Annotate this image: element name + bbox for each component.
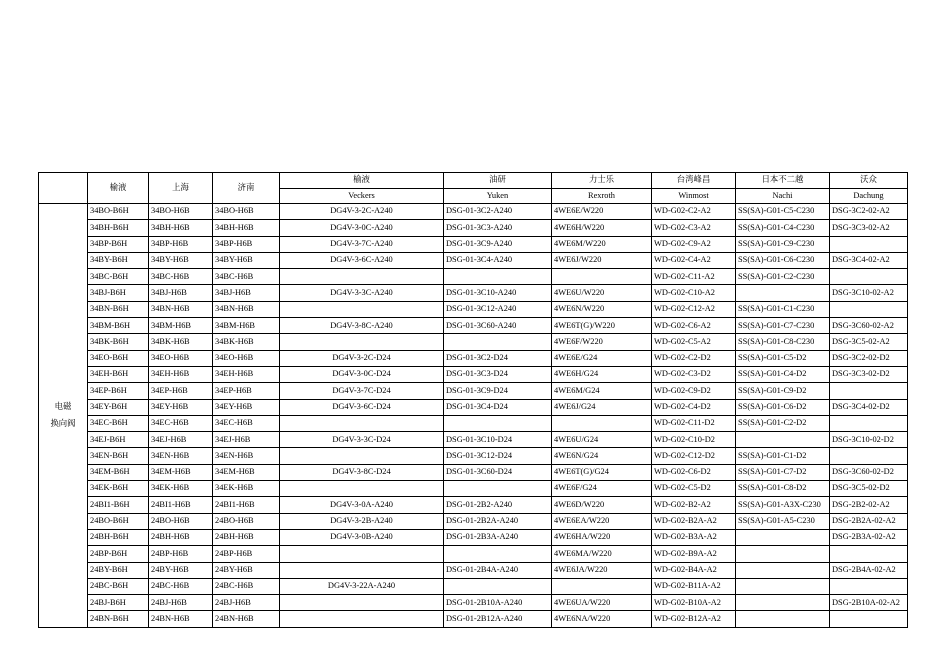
winmost-model-cell: WD-G02-C9-A2: [652, 236, 736, 252]
table-row: [39, 334, 908, 350]
yuken-model-cell: DSG-01-3C9-A240: [444, 236, 552, 252]
winmost-model-cell: WD-G02-C12-D2: [652, 448, 736, 464]
yuye-model-cell: 34BJ-B6H: [88, 285, 149, 301]
rexroth-model-cell: 4WE6U/G24: [552, 432, 652, 448]
yuken-model-cell: DSG-01-3C2-D24: [444, 350, 552, 366]
dachung-model-cell: [830, 578, 908, 594]
nachi-model-cell: SS(SA)-G01-A3X-C230: [736, 497, 830, 513]
dachung-model-cell: DSG-3C10-02-A2: [830, 285, 908, 301]
table-row: [39, 562, 908, 578]
nachi-model-cell: SS(SA)-G01-C7-D2: [736, 464, 830, 480]
table-row: [39, 318, 908, 334]
yuye-model-cell: 34EO-B6H: [88, 350, 149, 366]
nachi-model-cell: SS(SA)-G01-C4-C230: [736, 220, 830, 236]
winmost-model-cell: WD-G02-B9A-A2: [652, 546, 736, 562]
table-row: [39, 464, 908, 480]
dachung-model-cell: DSG-2B4A-02-A2: [830, 562, 908, 578]
shanghai-model-cell: 34BM-H6B: [149, 318, 213, 334]
veckers-model-cell: DG4V-3-6C-D24: [280, 399, 444, 415]
jinan-model-cell: 34BH-H6B: [213, 220, 280, 236]
shanghai-model-cell: 34BC-H6B: [149, 269, 213, 285]
yuken-model-cell: DSG-01-2B10A-A240: [444, 595, 552, 611]
table-row: [39, 269, 908, 285]
winmost-model-cell: WD-G02-B12A-A2: [652, 611, 736, 627]
yuye-model-cell: 24BY-B6H: [88, 562, 149, 578]
yuken-model-cell: DSG-01-2B2-A240: [444, 497, 552, 513]
winmost-model-cell: WD-G02-C6-A2: [652, 318, 736, 334]
yuken-model-cell: DSG-01-3C12-D24: [444, 448, 552, 464]
nachi-model-cell: [736, 285, 830, 301]
table-row: [39, 399, 908, 415]
winmost-model-cell: WD-G02-C9-D2: [652, 383, 736, 399]
yuken-model-cell: DSG-01-3C3-A240: [444, 220, 552, 236]
nachi-model-cell: SS(SA)-G01-C8-D2: [736, 481, 830, 497]
header-group-veckers-cn: 榆液: [280, 173, 444, 189]
yuye-model-cell: 34BC-B6H: [88, 269, 149, 285]
dachung-model-cell: DSG-3C3-02-D2: [830, 366, 908, 382]
rexroth-model-cell: 4WE6HA/W220: [552, 529, 652, 545]
yuken-model-cell: DSG-01-3C4-D24: [444, 399, 552, 415]
jinan-model-cell: 34BP-H6B: [213, 236, 280, 252]
header-group-nachi-en: Nachi: [736, 188, 830, 204]
rexroth-model-cell: 4WE6D/W220: [552, 497, 652, 513]
jinan-model-cell: 24BI1-H6B: [213, 497, 280, 513]
veckers-model-cell: [280, 448, 444, 464]
table-row: [39, 432, 908, 448]
veckers-model-cell: DG4V-3-7C-A240: [280, 236, 444, 252]
header-row-top: [39, 173, 908, 189]
nachi-model-cell: SS(SA)-G01-C5-C230: [736, 204, 830, 220]
yuye-model-cell: 34EJ-B6H: [88, 432, 149, 448]
dachung-model-cell: DSG-2B3A-02-A2: [830, 529, 908, 545]
rexroth-model-cell: [552, 578, 652, 594]
winmost-model-cell: WD-G02-C11-A2: [652, 269, 736, 285]
yuken-model-cell: DSG-01-3C60-D24: [444, 464, 552, 480]
jinan-model-cell: 34BJ-H6B: [213, 285, 280, 301]
yuken-model-cell: DSG-01-2B3A-A240: [444, 529, 552, 545]
dachung-model-cell: DSG-3C5-02-A2: [830, 334, 908, 350]
dachung-model-cell: DSG-2B2-02-A2: [830, 497, 908, 513]
dachung-model-cell: DSG-3C4-02-A2: [830, 252, 908, 268]
winmost-model-cell: WD-G02-C11-D2: [652, 415, 736, 431]
veckers-model-cell: [280, 481, 444, 497]
nachi-model-cell: SS(SA)-G01-C9-D2: [736, 383, 830, 399]
jinan-model-cell: 24BC-H6B: [213, 578, 280, 594]
yuken-model-cell: DSG-01-2B4A-A240: [444, 562, 552, 578]
yuye-model-cell: 24BJ-B6H: [88, 595, 149, 611]
dachung-model-cell: DSG-3C4-02-D2: [830, 399, 908, 415]
jinan-model-cell: 24BO-H6B: [213, 513, 280, 529]
dachung-model-cell: [830, 415, 908, 431]
winmost-model-cell: WD-G02-C6-D2: [652, 464, 736, 480]
winmost-model-cell: WD-G02-B2-A2: [652, 497, 736, 513]
jinan-model-cell: 34EJ-H6B: [213, 432, 280, 448]
header-col-yuye: 榆液: [88, 173, 149, 204]
table-row: [39, 301, 908, 317]
header-col-jinan: 济南: [213, 173, 280, 204]
table-row: [39, 236, 908, 252]
table-row: [39, 481, 908, 497]
table-row: [39, 595, 908, 611]
winmost-model-cell: WD-G02-C2-D2: [652, 350, 736, 366]
header-group-veckers-en: Veckers: [280, 188, 444, 204]
nachi-model-cell: SS(SA)-G01-C8-C230: [736, 334, 830, 350]
dachung-model-cell: DSG-2B2A-02-A2: [830, 513, 908, 529]
table-row: [39, 529, 908, 545]
jinan-model-cell: 34BK-H6B: [213, 334, 280, 350]
rexroth-model-cell: 4WE6E/W220: [552, 204, 652, 220]
rexroth-model-cell: 4WE6F/W220: [552, 334, 652, 350]
dachung-model-cell: DSG-3C3-02-A2: [830, 220, 908, 236]
table-row: [39, 497, 908, 513]
header-group-yuken-cn: 油研: [444, 173, 552, 189]
nachi-model-cell: SS(SA)-G01-C2-D2: [736, 415, 830, 431]
nachi-model-cell: SS(SA)-G01-C9-C230: [736, 236, 830, 252]
header-group-winmost-en: Winmost: [652, 188, 736, 204]
veckers-model-cell: DG4V-3-22A-A240: [280, 578, 444, 594]
nachi-model-cell: SS(SA)-G01-C2-C230: [736, 269, 830, 285]
nachi-model-cell: SS(SA)-G01-C1-C230: [736, 301, 830, 317]
winmost-model-cell: WD-G02-B4A-A2: [652, 562, 736, 578]
header-group-dachung-en: Dachung: [830, 188, 908, 204]
shanghai-model-cell: 24BN-H6B: [149, 611, 213, 627]
yuken-model-cell: DSG-01-3C10-D24: [444, 432, 552, 448]
jinan-model-cell: 34EN-H6B: [213, 448, 280, 464]
dachung-model-cell: [830, 383, 908, 399]
rexroth-model-cell: 4WE6J/W220: [552, 252, 652, 268]
nachi-model-cell: [736, 432, 830, 448]
jinan-model-cell: 34BM-H6B: [213, 318, 280, 334]
category-label: [39, 204, 88, 628]
veckers-model-cell: [280, 301, 444, 317]
dachung-model-cell: [830, 611, 908, 627]
winmost-model-cell: WD-G02-C10-D2: [652, 432, 736, 448]
rexroth-model-cell: [552, 415, 652, 431]
yuken-model-cell: DSG-01-3C12-A240: [444, 301, 552, 317]
nachi-model-cell: SS(SA)-G01-C5-D2: [736, 350, 830, 366]
dachung-model-cell: DSG-3C60-02-A2: [830, 318, 908, 334]
veckers-model-cell: DG4V-3-0C-D24: [280, 366, 444, 382]
rexroth-model-cell: 4WE6T(G)/W220: [552, 318, 652, 334]
yuye-model-cell: 24BI1-B6H: [88, 497, 149, 513]
nachi-model-cell: [736, 578, 830, 594]
table-row: [39, 220, 908, 236]
jinan-model-cell: 24BP-H6B: [213, 546, 280, 562]
dachung-model-cell: [830, 448, 908, 464]
yuken-model-cell: [444, 546, 552, 562]
winmost-model-cell: WD-G02-C3-A2: [652, 220, 736, 236]
nachi-model-cell: SS(SA)-G01-C1-D2: [736, 448, 830, 464]
jinan-model-cell: 24BJ-H6B: [213, 595, 280, 611]
table-row: [39, 252, 908, 268]
shanghai-model-cell: 24BC-H6B: [149, 578, 213, 594]
winmost-model-cell: WD-G02-C4-A2: [652, 252, 736, 268]
header-group-nachi-cn: 日本不二越: [736, 173, 830, 189]
dachung-model-cell: [830, 236, 908, 252]
veckers-model-cell: [280, 611, 444, 627]
header-group-dachung-cn: 沃众: [830, 173, 908, 189]
shanghai-model-cell: 24BH-H6B: [149, 529, 213, 545]
jinan-model-cell: 24BN-H6B: [213, 611, 280, 627]
table-row: [39, 513, 908, 529]
rexroth-model-cell: 4WE6M/W220: [552, 236, 652, 252]
veckers-model-cell: [280, 546, 444, 562]
shanghai-model-cell: 34EH-H6B: [149, 366, 213, 382]
rexroth-model-cell: 4WE6N/W220: [552, 301, 652, 317]
yuye-model-cell: 24BN-B6H: [88, 611, 149, 627]
shanghai-model-cell: 24BI1-H6B: [149, 497, 213, 513]
rexroth-model-cell: 4WE6U/W220: [552, 285, 652, 301]
jinan-model-cell: 34BC-H6B: [213, 269, 280, 285]
yuye-model-cell: 34EK-B6H: [88, 481, 149, 497]
yuye-model-cell: 34EM-B6H: [88, 464, 149, 480]
winmost-model-cell: WD-G02-C10-A2: [652, 285, 736, 301]
yuye-model-cell: 34EC-B6H: [88, 415, 149, 431]
yuken-model-cell: DSG-01-3C10-A240: [444, 285, 552, 301]
rexroth-model-cell: 4WE6E/G24: [552, 350, 652, 366]
table-row: [39, 415, 908, 431]
veckers-model-cell: DG4V-3-0C-A240: [280, 220, 444, 236]
jinan-model-cell: 34EO-H6B: [213, 350, 280, 366]
rexroth-model-cell: 4WE6N/G24: [552, 448, 652, 464]
rexroth-model-cell: 4WE6J/G24: [552, 399, 652, 415]
nachi-model-cell: SS(SA)-G01-C7-C230: [736, 318, 830, 334]
veckers-model-cell: [280, 595, 444, 611]
category-label-line1: 电磁: [54, 402, 72, 412]
yuye-model-cell: 24BO-B6H: [88, 513, 149, 529]
nachi-model-cell: [736, 611, 830, 627]
jinan-model-cell: 34EK-H6B: [213, 481, 280, 497]
veckers-model-cell: DG4V-3-8C-A240: [280, 318, 444, 334]
winmost-model-cell: WD-G02-B3A-A2: [652, 529, 736, 545]
shanghai-model-cell: 34EJ-H6B: [149, 432, 213, 448]
nachi-model-cell: SS(SA)-G01-C4-D2: [736, 366, 830, 382]
veckers-model-cell: DG4V-3-3C-A240: [280, 285, 444, 301]
dachung-model-cell: [830, 269, 908, 285]
shanghai-model-cell: 34EY-H6B: [149, 399, 213, 415]
rexroth-model-cell: 4WE6M/G24: [552, 383, 652, 399]
shanghai-model-cell: 34EC-H6B: [149, 415, 213, 431]
shanghai-model-cell: 34EM-H6B: [149, 464, 213, 480]
winmost-model-cell: WD-G02-C12-A2: [652, 301, 736, 317]
shanghai-model-cell: 34EN-H6B: [149, 448, 213, 464]
yuken-model-cell: DSG-01-3C60-A240: [444, 318, 552, 334]
jinan-model-cell: 24BH-H6B: [213, 529, 280, 545]
rexroth-model-cell: [552, 269, 652, 285]
nachi-model-cell: SS(SA)-G01-C6-D2: [736, 399, 830, 415]
table-row: [39, 204, 908, 220]
shanghai-model-cell: 34BP-H6B: [149, 236, 213, 252]
veckers-model-cell: DG4V-3-0B-A240: [280, 529, 444, 545]
dachung-model-cell: [830, 546, 908, 562]
veckers-model-cell: DG4V-3-8C-D24: [280, 464, 444, 480]
shanghai-model-cell: 34EO-H6B: [149, 350, 213, 366]
veckers-model-cell: [280, 269, 444, 285]
veckers-model-cell: DG4V-3-0A-A240: [280, 497, 444, 513]
nachi-model-cell: [736, 546, 830, 562]
table-row: [39, 546, 908, 562]
yuye-model-cell: 24BP-B6H: [88, 546, 149, 562]
shanghai-model-cell: 24BO-H6B: [149, 513, 213, 529]
rexroth-model-cell: 4WE6T(G)/G24: [552, 464, 652, 480]
winmost-model-cell: WD-G02-C5-A2: [652, 334, 736, 350]
jinan-model-cell: 34EH-H6B: [213, 366, 280, 382]
yuye-model-cell: 34EH-B6H: [88, 366, 149, 382]
veckers-model-cell: [280, 334, 444, 350]
jinan-model-cell: 34EM-H6B: [213, 464, 280, 480]
rexroth-model-cell: 4WE6H/W220: [552, 220, 652, 236]
header-group-yuken-en: Yuken: [444, 188, 552, 204]
yuken-model-cell: [444, 269, 552, 285]
valve-crossref-table: [38, 172, 908, 628]
jinan-model-cell: 34BN-H6B: [213, 301, 280, 317]
jinan-model-cell: 34BO-H6B: [213, 204, 280, 220]
yuye-model-cell: 34BK-B6H: [88, 334, 149, 350]
dachung-model-cell: DSG-2B10A-02-A2: [830, 595, 908, 611]
winmost-model-cell: WD-G02-C5-D2: [652, 481, 736, 497]
shanghai-model-cell: 34BH-H6B: [149, 220, 213, 236]
shanghai-model-cell: 24BP-H6B: [149, 546, 213, 562]
yuken-model-cell: [444, 415, 552, 431]
rexroth-model-cell: 4WE6NA/W220: [552, 611, 652, 627]
yuken-model-cell: DSG-01-2B12A-A240: [444, 611, 552, 627]
winmost-model-cell: WD-G02-C2-A2: [652, 204, 736, 220]
rexroth-model-cell: 4WE6F/G24: [552, 481, 652, 497]
jinan-model-cell: 34EY-H6B: [213, 399, 280, 415]
dachung-model-cell: DSG-3C10-02-D2: [830, 432, 908, 448]
yuken-model-cell: DSG-01-2B2A-A240: [444, 513, 552, 529]
yuken-model-cell: [444, 578, 552, 594]
yuye-model-cell: 24BH-B6H: [88, 529, 149, 545]
shanghai-model-cell: 34BY-H6B: [149, 252, 213, 268]
shanghai-model-cell: 34BO-H6B: [149, 204, 213, 220]
nachi-model-cell: [736, 562, 830, 578]
veckers-model-cell: [280, 562, 444, 578]
yuye-model-cell: 24BC-B6H: [88, 578, 149, 594]
jinan-model-cell: 24BY-H6B: [213, 562, 280, 578]
yuye-model-cell: 34BP-B6H: [88, 236, 149, 252]
shanghai-model-cell: 24BJ-H6B: [149, 595, 213, 611]
veckers-model-cell: DG4V-3-2C-A240: [280, 204, 444, 220]
rexroth-model-cell: 4WE6MA/W220: [552, 546, 652, 562]
category-label-line2: 换向阀: [50, 419, 76, 429]
table-row: [39, 611, 908, 627]
yuye-model-cell: 34EY-B6H: [88, 399, 149, 415]
rexroth-model-cell: 4WE6JA/W220: [552, 562, 652, 578]
winmost-model-cell: WD-G02-B11A-A2: [652, 578, 736, 594]
header-group-rexroth-cn: 力士乐: [552, 173, 652, 189]
nachi-model-cell: [736, 529, 830, 545]
yuken-model-cell: [444, 481, 552, 497]
yuye-model-cell: 34EN-B6H: [88, 448, 149, 464]
yuye-model-cell: 34BM-B6H: [88, 318, 149, 334]
yuye-model-cell: 34BY-B6H: [88, 252, 149, 268]
yuken-model-cell: DSG-01-3C2-A240: [444, 204, 552, 220]
yuken-model-cell: [444, 334, 552, 350]
dachung-model-cell: DSG-3C5-02-D2: [830, 481, 908, 497]
yuken-model-cell: DSG-01-3C9-D24: [444, 383, 552, 399]
nachi-model-cell: SS(SA)-G01-C6-C230: [736, 252, 830, 268]
rexroth-model-cell: 4WE6EA/W220: [552, 513, 652, 529]
dachung-model-cell: DSG-3C60-02-D2: [830, 464, 908, 480]
yuken-model-cell: DSG-01-3C3-D24: [444, 366, 552, 382]
veckers-model-cell: DG4V-3-2C-D24: [280, 350, 444, 366]
jinan-model-cell: 34BY-H6B: [213, 252, 280, 268]
rexroth-model-cell: 4WE6UA/W220: [552, 595, 652, 611]
shanghai-model-cell: 34BK-H6B: [149, 334, 213, 350]
veckers-model-cell: DG4V-3-2B-A240: [280, 513, 444, 529]
dachung-model-cell: [830, 301, 908, 317]
shanghai-model-cell: 34EP-H6B: [149, 383, 213, 399]
yuye-model-cell: 34BO-B6H: [88, 204, 149, 220]
winmost-model-cell: WD-G02-C4-D2: [652, 399, 736, 415]
nachi-model-cell: [736, 595, 830, 611]
rexroth-model-cell: 4WE6H/G24: [552, 366, 652, 382]
yuye-model-cell: 34BN-B6H: [88, 301, 149, 317]
header-group-winmost-cn: 台湾峰昌: [652, 173, 736, 189]
yuken-model-cell: DSG-01-3C4-A240: [444, 252, 552, 268]
shanghai-model-cell: 34EK-H6B: [149, 481, 213, 497]
dachung-model-cell: DSG-3C2-02-A2: [830, 204, 908, 220]
table-row: [39, 448, 908, 464]
header-col-shanghai: 上海: [149, 173, 213, 204]
table-row: [39, 366, 908, 382]
dachung-model-cell: DSG-3C2-02-D2: [830, 350, 908, 366]
table-row: [39, 350, 908, 366]
shanghai-model-cell: 34BJ-H6B: [149, 285, 213, 301]
winmost-model-cell: WD-G02-B2A-A2: [652, 513, 736, 529]
header-group-rexroth-en: Rexroth: [552, 188, 652, 204]
yuye-model-cell: 34BH-B6H: [88, 220, 149, 236]
veckers-model-cell: DG4V-3-7C-D24: [280, 383, 444, 399]
yuye-model-cell: 34EP-B6H: [88, 383, 149, 399]
winmost-model-cell: WD-G02-B10A-A2: [652, 595, 736, 611]
veckers-model-cell: [280, 415, 444, 431]
table-row: [39, 285, 908, 301]
winmost-model-cell: WD-G02-C3-D2: [652, 366, 736, 382]
jinan-model-cell: 34EP-H6B: [213, 383, 280, 399]
table-row: [39, 383, 908, 399]
nachi-model-cell: SS(SA)-G01-A5-C230: [736, 513, 830, 529]
veckers-model-cell: DG4V-3-6C-A240: [280, 252, 444, 268]
shanghai-model-cell: 34BN-H6B: [149, 301, 213, 317]
header-corner: [39, 173, 88, 204]
jinan-model-cell: 34EC-H6B: [213, 415, 280, 431]
shanghai-model-cell: 24BY-H6B: [149, 562, 213, 578]
table-row: [39, 578, 908, 594]
veckers-model-cell: DG4V-3-3C-D24: [280, 432, 444, 448]
